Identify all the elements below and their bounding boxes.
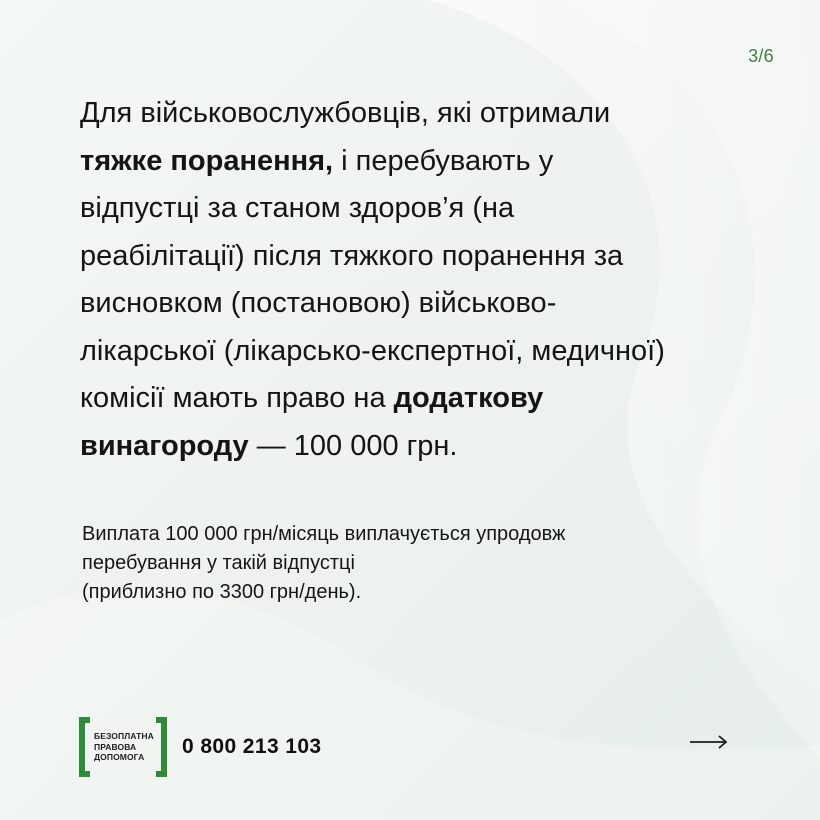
main-line-6: лікарської (лікарсько-експертної, медичної) — [80, 334, 665, 367]
main-line-1: Для військовослужбовців, які отримали — [80, 97, 611, 129]
logo-line-3: ДОПОМОГА — [94, 752, 145, 762]
main-line-5: висновком (постановою) військово- — [80, 287, 557, 319]
main-line-2-rest: і перебувають у — [333, 144, 554, 177]
logo-text — [94, 731, 154, 763]
note-line-1: Виплата 100 000 грн/місяць виплачується упродовж — [82, 523, 566, 545]
arrow-right-icon[interactable] — [689, 733, 729, 751]
payment-note — [82, 520, 742, 607]
page-counter: 3/6 — [748, 46, 774, 66]
main-emphasis-reward: винагороду — [80, 429, 249, 462]
main-line-3: відпустці за станом здоров’я (на — [80, 192, 515, 224]
legal-aid-logo — [79, 717, 167, 777]
note-line-3: (приблизно по 3300 грн/день). — [82, 581, 362, 603]
main-line-4: реабілітації) після тяжкого поранення за — [80, 239, 624, 272]
main-emphasis-additional: додаткову — [393, 382, 544, 414]
main-line-7-regular: комісії мають право на — [80, 382, 394, 414]
main-emphasis-injury: тяжке поранення, — [80, 144, 334, 177]
phone-number: 0 800 213 103 — [182, 735, 322, 758]
main-line-8 — [80, 423, 740, 471]
logo-line-1: БЕЗОПЛАТНА — [94, 731, 154, 741]
main-message — [80, 90, 740, 470]
note-line-2: перебування у такій відпустці — [82, 552, 355, 574]
main-line-8-rest: — 100 000 грн. — [248, 429, 458, 462]
logo-line-2: ПРАВОВА — [94, 741, 137, 752]
main-line-7 — [80, 375, 740, 423]
logo-right-bracket — [156, 717, 167, 777]
main-line-2 — [80, 138, 740, 186]
logo-left-bracket — [79, 717, 90, 777]
